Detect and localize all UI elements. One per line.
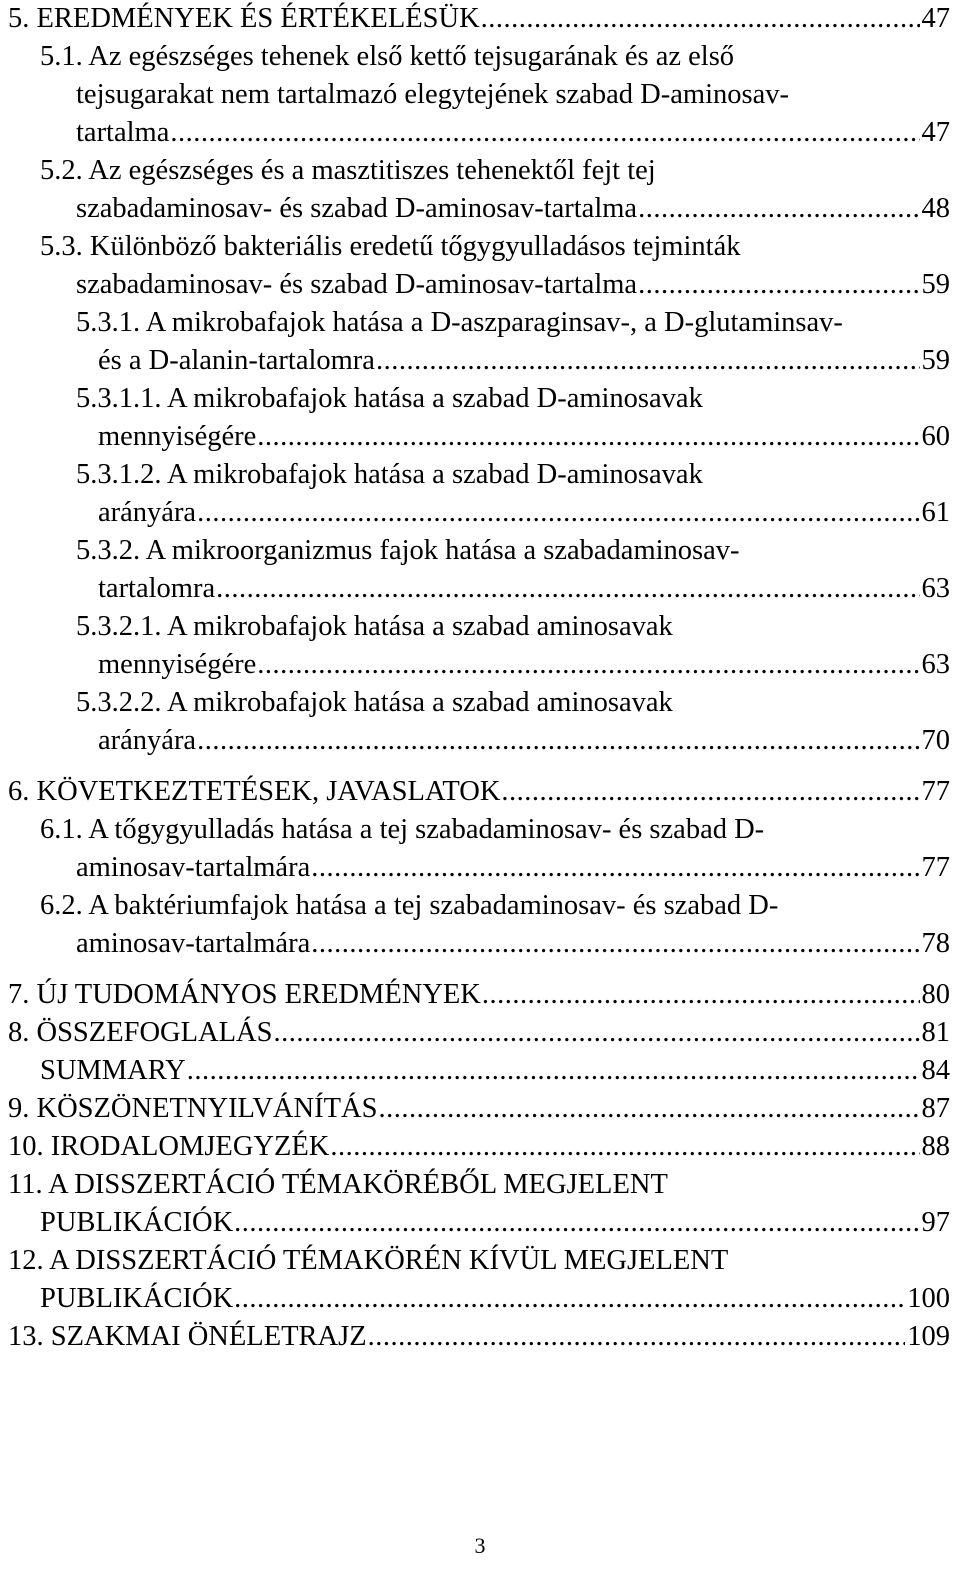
toc-entry-title: PUBLIKÁCIÓK: [40, 1283, 234, 1314]
dot-leader: [368, 1318, 906, 1356]
toc-entry[interactable]: [8, 608, 950, 684]
toc-entry[interactable]: [8, 532, 950, 608]
dot-leader: [638, 266, 919, 304]
toc-entry-title: 5.3.2. A mikroorganizmus fajok hatása a szabadaminosav-: [76, 535, 740, 566]
toc-entry[interactable]: [8, 1090, 950, 1128]
toc-page-number: 63: [921, 649, 950, 680]
toc-entry-title: 13. SZAKMAI ÖNÉLETRAJZ: [8, 1321, 367, 1352]
dot-leader: [378, 1090, 919, 1128]
page-number: 3: [474, 1533, 486, 1558]
toc-entry[interactable]: [8, 1318, 950, 1356]
toc-entry-title: tejsugarakat nem tartalmazó elegytejének szabad D-aminosav-: [76, 79, 789, 110]
dot-leader: [234, 1280, 905, 1318]
toc-entry-line: [8, 1052, 950, 1090]
toc-entry-line: [8, 190, 950, 228]
toc-entry[interactable]: [8, 456, 950, 532]
toc-entry-line: [8, 976, 950, 1014]
toc-page-number: 48: [921, 193, 950, 224]
toc-entry-line: [8, 114, 950, 152]
toc-entry-title: és a D-alanin-tartalomra: [98, 345, 375, 376]
toc-entry-line: [8, 266, 950, 304]
toc-entry[interactable]: [8, 0, 950, 38]
toc-entry-title: 6.1. A tőgygyulladás hatása a tej szabadaminosav- és szabad D-: [40, 814, 765, 845]
toc-page-number: 47: [921, 3, 950, 34]
toc-entry-title: 5.3.1.1. A mikrobafajok hatása a szabad D-aminosavak: [76, 383, 703, 414]
toc-page-number: 77: [921, 852, 950, 883]
toc-entry-line: [8, 418, 950, 456]
toc-entry-line: [8, 1318, 950, 1356]
toc-entry-title: 5.3.2.2. A mikrobafajok hatása a szabad aminosavak: [76, 687, 673, 718]
toc-page-number: 77: [921, 776, 950, 807]
dot-leader: [187, 1052, 920, 1090]
dot-leader: [638, 190, 919, 228]
toc-entry-title: 9. KÖSZÖNETNYILVÁNÍTÁS: [8, 1093, 378, 1124]
toc-page-number: 100: [907, 1283, 950, 1314]
toc-entry-line: [8, 849, 950, 887]
toc-entry-title: 8. ÖSSZEFOGLALÁS: [8, 1017, 273, 1048]
toc-entry-title: arányára: [98, 725, 197, 756]
toc-entry[interactable]: [8, 684, 950, 760]
toc-entry-title: 6. KÖVETKEZTETÉSEK, JAVASLATOK: [8, 776, 501, 807]
toc-entry[interactable]: [8, 380, 950, 456]
toc-entry[interactable]: [8, 1166, 950, 1242]
toc-entry-line: [8, 646, 950, 684]
dot-leader: [330, 1128, 919, 1166]
toc-page-number: 63: [921, 573, 950, 604]
toc-entry-title: mennyiségére: [98, 649, 257, 680]
toc-page-number: 47: [921, 117, 950, 148]
toc-entry-line: [8, 342, 950, 380]
toc-entry[interactable]: [8, 1128, 950, 1166]
dot-leader: [311, 849, 919, 887]
toc-entry-line: [8, 1280, 950, 1318]
dot-leader: [234, 1204, 919, 1242]
toc-entry-line: [8, 722, 950, 760]
toc-page-number: 87: [921, 1093, 950, 1124]
toc-entry-title: 5.3.1.2. A mikrobafajok hatása a szabad D-aminosavak: [76, 459, 703, 490]
toc-entry[interactable]: [8, 304, 950, 380]
dot-leader: [197, 722, 919, 760]
toc-entry-line: [8, 1128, 950, 1166]
toc-entry-title: tartalma: [76, 117, 170, 148]
dot-leader: [170, 114, 919, 152]
toc-page-number: 61: [921, 497, 950, 528]
dot-leader: [257, 418, 919, 456]
toc-entry-title: szabadaminosav- és szabad D-aminosav-tartalma: [76, 193, 638, 224]
toc-entry-title: 11. A DISSZERTÁCIÓ TÉMAKÖRÉBŐL MEGJELENT: [8, 1169, 668, 1200]
toc-entry-title: SUMMARY: [40, 1055, 186, 1086]
toc-entry[interactable]: [8, 152, 950, 228]
toc-entry-line: [8, 1014, 950, 1052]
toc-page-number: 88: [921, 1131, 950, 1162]
toc-entry-title: mennyiségére: [98, 421, 257, 452]
toc-entry[interactable]: [8, 811, 950, 887]
dot-leader: [311, 925, 919, 963]
toc-entry-title: 5.2. Az egészséges és a masztitiszes tehenektől fejt tej: [40, 155, 656, 186]
toc-entry-title: 10. IRODALOMJEGYZÉK: [8, 1131, 330, 1162]
dot-leader: [273, 1014, 919, 1052]
toc-entry-title: tartalomra: [98, 573, 216, 604]
toc-page-number: 97: [921, 1207, 950, 1238]
toc-page-number: 84: [921, 1055, 950, 1086]
toc-entry[interactable]: [8, 1052, 950, 1090]
toc-page-number: 109: [907, 1321, 950, 1352]
toc-entry[interactable]: [8, 887, 950, 963]
toc-entry-title: 5.3. Különböző bakteriális eredetű tőgygyulladásos tejminták: [40, 231, 741, 262]
toc-entry[interactable]: [8, 773, 950, 811]
toc-entry-title: 5.3.1. A mikrobafajok hatása a D-aszparaginsav-, a D-glutaminsav-: [76, 307, 843, 338]
toc-entry-title: 5.1. Az egészséges tehenek első kettő tejsugarának és az első: [40, 41, 735, 72]
toc-page-number: 81: [921, 1017, 950, 1048]
toc-page-number: 78: [921, 928, 950, 959]
toc-entry-title: szabadaminosav- és szabad D-aminosav-tartalma: [76, 269, 638, 300]
dot-leader: [216, 570, 919, 608]
toc-page-number: 59: [921, 345, 950, 376]
toc-page-number: 80: [921, 979, 950, 1010]
table-of-contents: [8, 0, 950, 1356]
dot-leader: [376, 342, 920, 380]
toc-entry[interactable]: [8, 1014, 950, 1052]
dot-leader: [501, 773, 919, 811]
toc-entry[interactable]: [8, 976, 950, 1014]
toc-entry-title: 12. A DISSZERTÁCIÓ TÉMAKÖRÉN KÍVÜL MEGJELENT: [8, 1245, 729, 1276]
toc-entry-title: aminosav-tartalmára: [76, 928, 311, 959]
toc-entry-title: 6.2. A baktériumfajok hatása a tej szabadaminosav- és szabad D-: [40, 890, 779, 921]
toc-entry-line: [8, 925, 950, 963]
toc-entry[interactable]: [8, 38, 950, 152]
toc-entry-title: 5. EREDMÉNYEK ÉS ÉRTÉKELÉSÜK: [8, 3, 480, 34]
toc-entry-line: [8, 1204, 950, 1242]
toc-entry-title: arányára: [98, 497, 197, 528]
toc-entry-line: [8, 0, 950, 38]
toc-entry-line: [8, 773, 950, 811]
dot-leader: [257, 646, 919, 684]
toc-entry-line: [8, 570, 950, 608]
dot-leader: [482, 976, 920, 1014]
toc-entry-line: [8, 494, 950, 532]
toc-entry[interactable]: [8, 1242, 950, 1318]
toc-entry-title: aminosav-tartalmára: [76, 852, 311, 883]
toc-page-number: 59: [921, 269, 950, 300]
toc-entry-title: PUBLIKÁCIÓK: [40, 1207, 234, 1238]
toc-entry-title: 5.3.2.1. A mikrobafajok hatása a szabad aminosavak: [76, 611, 673, 642]
toc-entry-line: [8, 1090, 950, 1128]
dot-leader: [481, 0, 920, 38]
toc-entry-title: 7. ÚJ TUDOMÁNYOS EREDMÉNYEK: [8, 979, 481, 1010]
toc-page-number: 70: [921, 725, 950, 756]
toc-page-number: 60: [921, 421, 950, 452]
toc-entry[interactable]: [8, 228, 950, 304]
dot-leader: [197, 494, 919, 532]
